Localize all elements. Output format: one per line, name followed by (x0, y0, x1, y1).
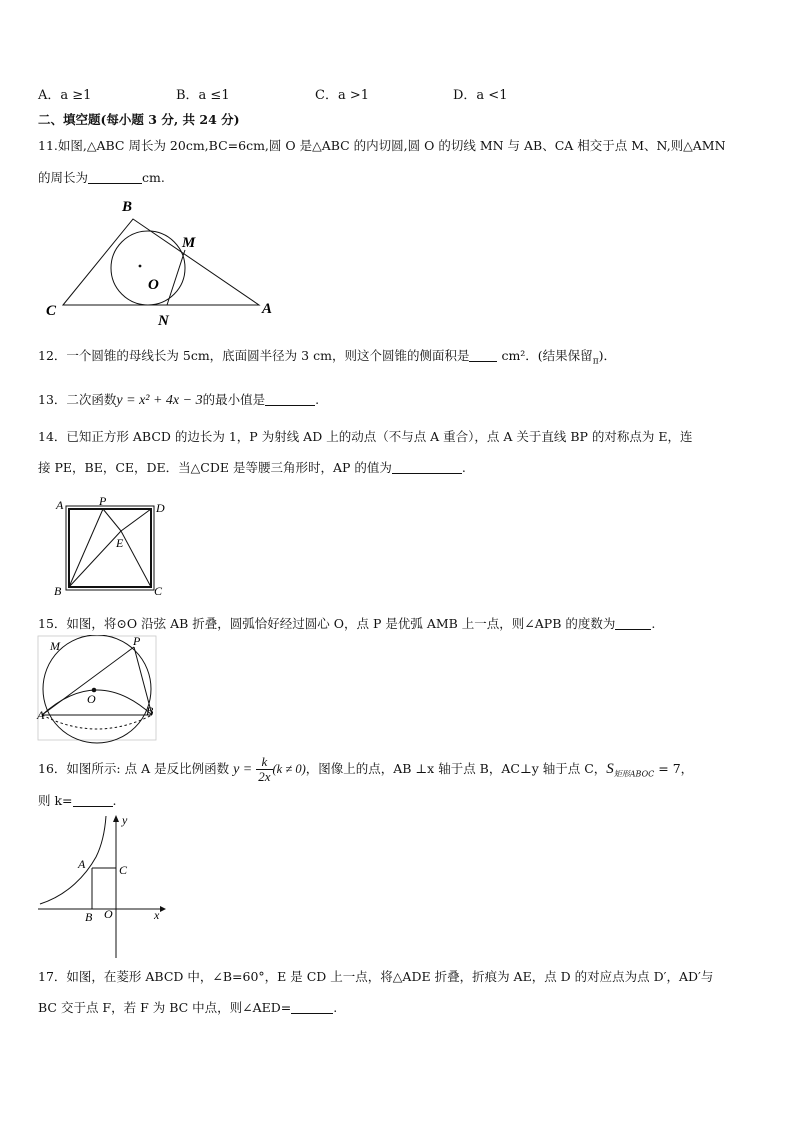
q12-text: 12．一个圆锥的母线长为 5cm，底面圆半径为 3 cm，则这个圆锥的侧面积是 cm²．(结果保留$_\pi$)． (38, 348, 616, 367)
label-a: A (262, 301, 273, 317)
answer-blank[interactable] (265, 391, 315, 406)
label-b: B (122, 199, 133, 215)
label-e: E (116, 536, 124, 550)
label-x: x (154, 908, 160, 922)
answer-blank[interactable] (615, 615, 651, 630)
q16-figure (38, 810, 173, 960)
label-p: P (99, 494, 107, 508)
q15-figure (35, 635, 160, 745)
incircle-o (111, 231, 185, 305)
option-b: B．a ≤1 (176, 88, 230, 103)
label-n: N (158, 313, 169, 325)
q13-text: 13．二次函数y = x² + 4x − 3的最小值是 . (38, 392, 320, 408)
q16-line1: 16．如图所示: 点 A 是反比例函数 y = $\frac{k}{2x}$ (k ≠ 0)，图像上的点，AB ⊥x 轴于点 B，AC⊥y 轴于点 C，$S_{矩形ABOC} = 7$， (38, 754, 694, 784)
hyperbola-curve (40, 816, 106, 904)
label-m: M (50, 639, 60, 653)
label-y: y (122, 813, 128, 827)
label-d: D (156, 501, 165, 515)
q11-line1: 11.如图,△ABC 周长为 20cm,BC=6cm,圆 O 是△ABC 的内切圆,圆 O 的切线 MN 与 AB、CA 相交于点 M、N,则△AMN (38, 138, 726, 153)
answer-blank[interactable] (88, 169, 142, 184)
label-b: B (85, 910, 93, 924)
label-m: M (182, 235, 196, 251)
q14-figure (48, 493, 178, 603)
option-a: A．a ≥1 (38, 88, 92, 103)
option-d: D．a <1 (453, 88, 508, 103)
label-b: B (146, 704, 154, 718)
fraction: $\frac{k}{2x}$ (258, 754, 271, 784)
q17-line2: BC 交于点 F，若 F 为 BC 中点，则∠AED= . (38, 1000, 338, 1015)
label-o: O (104, 907, 113, 921)
q11-line2: 的周长为 cm. (38, 170, 165, 185)
q15-text: 15．如图，将⊙O 沿弦 AB 折叠，圆弧恰好经过圆心 O，点 P 是优弧 AMB 上一点，则∠APB 的度数为 . (38, 616, 656, 631)
label-c: C (119, 863, 128, 877)
section-heading: 二、填空题(每小题 3 分, 共 24 分) (38, 112, 240, 127)
q16-line2: 则 k= . (38, 793, 117, 808)
label-c: C (154, 584, 163, 598)
label-o: O (87, 692, 96, 706)
q14-line1: 14．已知正方形 ABCD 的边长为 1，P 为射线 AD 上的动点（不与点 A 重合），点 A 关于直线 BP 的对称点为 E，连 (38, 429, 693, 444)
answer-blank[interactable] (469, 347, 497, 362)
label-a: A (37, 708, 45, 722)
label-a: A (56, 498, 64, 512)
option-c: C．a >1 (315, 88, 369, 103)
label-p: P (133, 635, 141, 648)
q14-line2: 接 PE，BE，CE，DE．当△CDE 是等腰三角形时，AP 的值为 . (38, 460, 466, 475)
answer-blank[interactable] (73, 792, 113, 807)
label-c: C (46, 303, 57, 319)
q17-line1: 17．如图，在菱形 ABCD 中，∠B=60°，E 是 CD 上一点，将△ADE 折叠，折痕为 AE，点 D 的对应点为点 D′，AD′与 (38, 969, 714, 984)
q13-formula: y = x² + 4x − 3 (116, 393, 203, 408)
label-a: A (78, 857, 86, 871)
label-b: B (54, 584, 62, 598)
answer-blank[interactable] (291, 999, 333, 1014)
center-o-dot (139, 265, 142, 268)
tangent-mn (167, 250, 185, 305)
answer-blank[interactable] (392, 459, 462, 474)
q11-figure (40, 195, 290, 325)
triangle-abc (63, 219, 259, 305)
label-o: O (148, 277, 159, 293)
outer-frame (66, 506, 154, 590)
square-abcd (69, 509, 151, 587)
